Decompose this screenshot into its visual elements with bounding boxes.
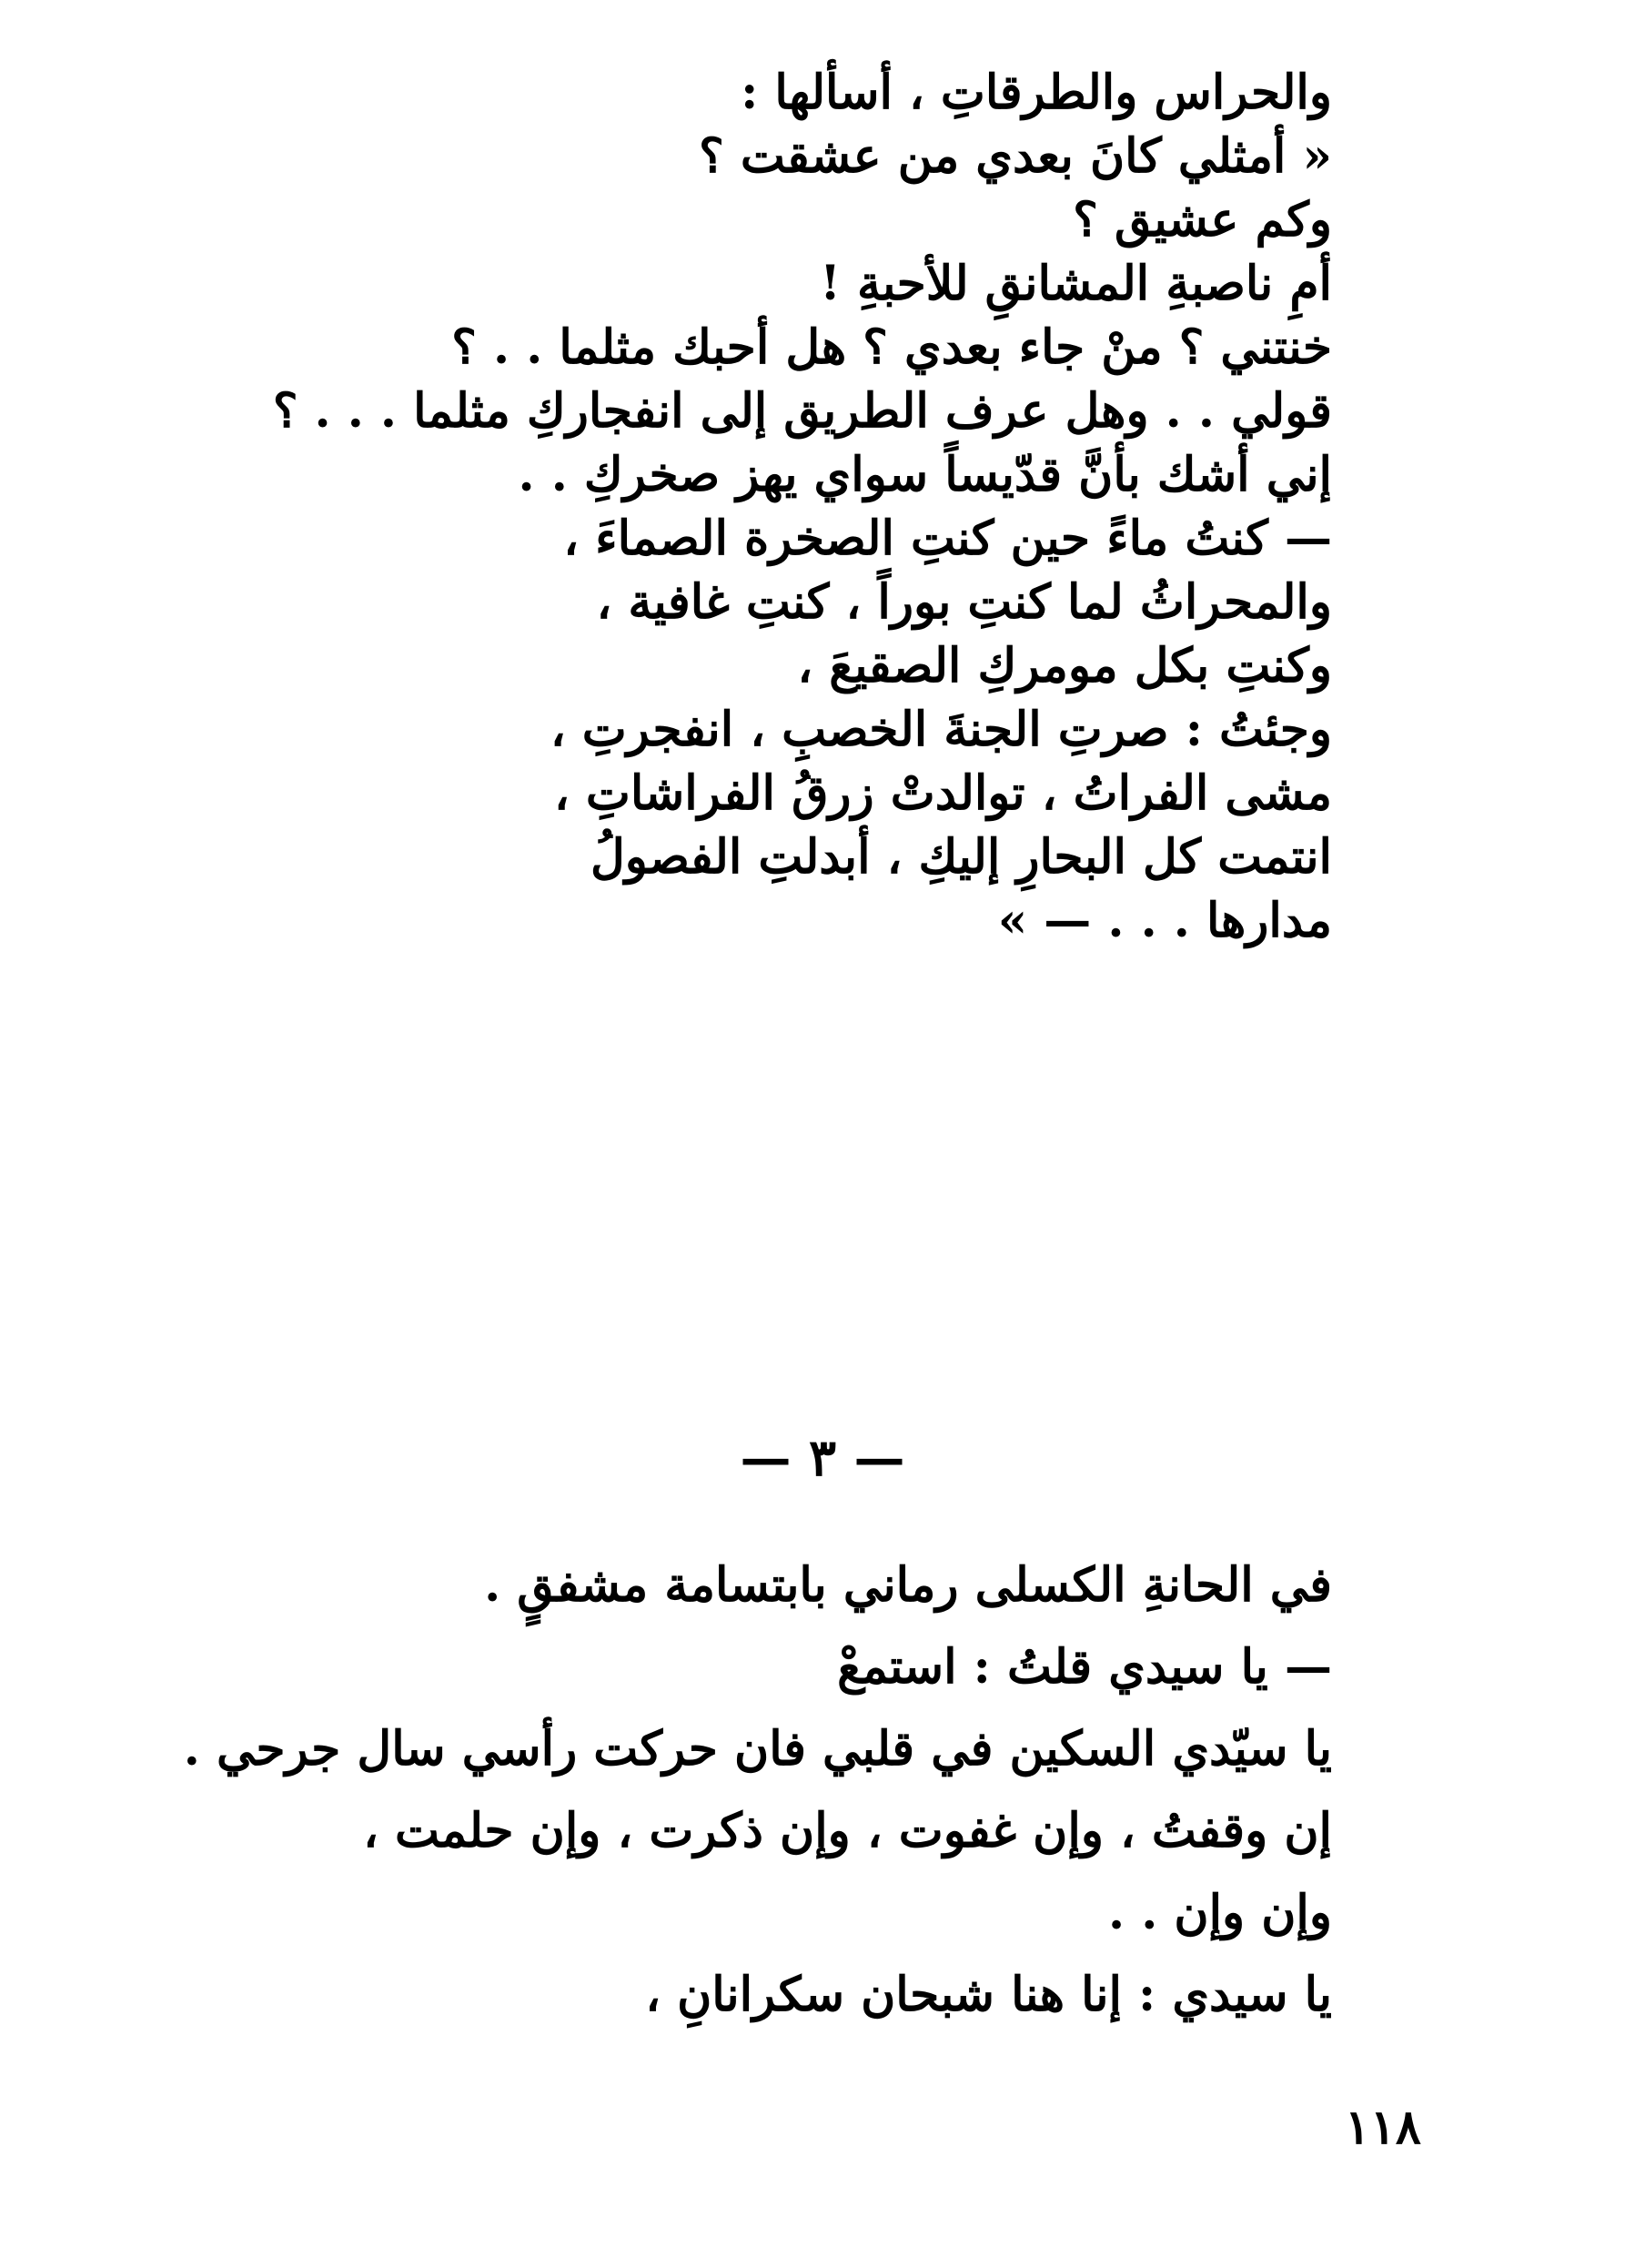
poem-line: وكنتِ بكل مومركِ الصقيعَ ، — [797, 638, 1332, 694]
poem-line: في الحانةِ الكسلى رماني بابتسامة مشفقٍ . — [484, 1557, 1332, 1613]
poem-line: خنتني ؟ منْ جاء بعدي ؟ هل أحبك مثلما . . ؟ — [451, 319, 1332, 375]
poem-line: والحراس والطرقاتِ ، أسألها : — [741, 65, 1332, 120]
poem-line: — يا سيدي قلتُ : استمعْ — [837, 1639, 1332, 1695]
poem-line: انتمت كل البحارِ إليكِ ، أبدلتِ الفصولُ — [590, 829, 1332, 885]
poem-line: — كنتُ ماءً حين كنتِ الصخرة الصماءَ ، — [563, 511, 1332, 566]
poem-line: قولي . . وهل عرف الطريق إلى انفجاركِ مثلما . . . ؟ — [272, 383, 1332, 439]
poem-line: « أمثلي كانَ بعدي من عشقت ؟ — [699, 128, 1332, 184]
poem-line: وكم عشيق ؟ — [1073, 192, 1332, 248]
poem-line: والمحراثُ لما كنتِ بوراً ، كنتِ غافية ، — [596, 574, 1332, 630]
poem-line: يا سيّدي السكين في قلبي فان حركت رأسي سال جرحي . — [183, 1721, 1332, 1777]
poem-line: وإن وإن . . — [1107, 1885, 1332, 1940]
section-number: — ٣ — — [740, 1428, 905, 1488]
poem-line: وجئتُ : صرتِ الجنةَ الخصبِ ، انفجرتِ ، — [550, 702, 1332, 757]
poem-line: مشى الفراتُ ، توالدتْ زرقُ الفراشاتِ ، — [553, 765, 1332, 821]
page-number: ١١٨ — [1345, 2100, 1421, 2155]
poem-line: إني أشك بأنَّ قدّيساً سواي يهز صخركِ . . — [518, 447, 1332, 502]
poem-line: أمِ ناصبةِ المشانقِ للأحبةِ ! — [820, 256, 1332, 311]
poem-line: إن وقفتُ ، وإن غفوت ، وإن ذكرت ، وإن حلمت ، — [363, 1803, 1332, 1858]
poem-line: مدارها . . . — » — [997, 893, 1332, 948]
poem-line: يا سيدي : إنا هنا شبحان سكرانانِ ، — [645, 1967, 1332, 2022]
